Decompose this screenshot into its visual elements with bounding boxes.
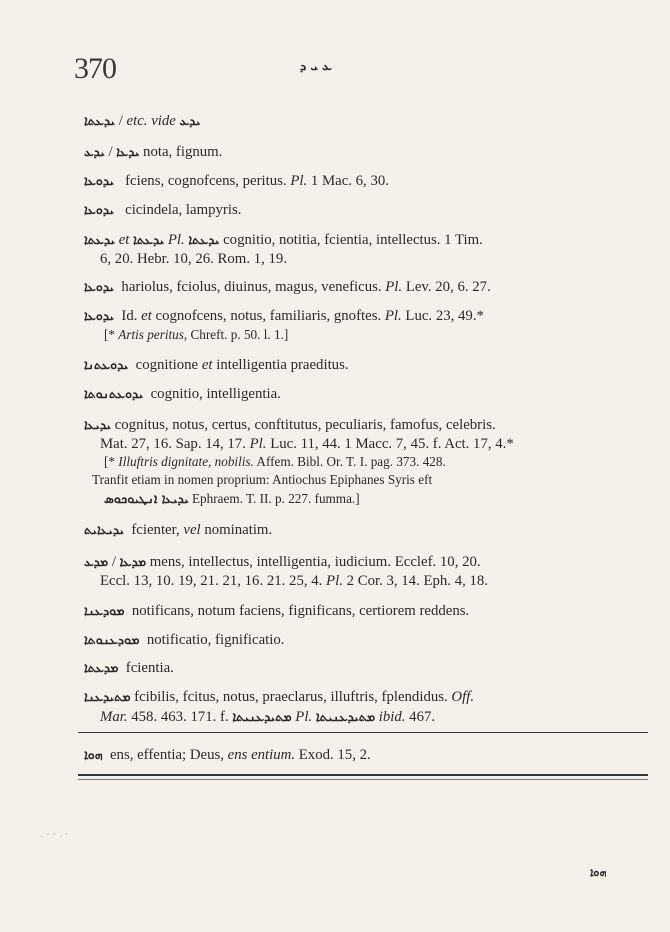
section-rule-bottom-thin [78,779,648,780]
entry-ref: Luc. 23, 49.* [405,308,484,324]
section-rule-bottom [78,774,648,776]
entry-14 [84,659,644,677]
entry-0: ܝܕܥܬܐ / etc. vide ܝܕܥ [84,113,201,129]
entry-italic: Pl. [385,279,403,295]
entry-text: cognitus, notus, certus, conftitutus, peculiaris, famofus, celebris. [114,417,496,433]
syriac-headword: ܡܕܥܐ [119,554,147,569]
entry-3 [84,201,644,219]
entry-italic: Pl. [326,573,343,589]
note-italic: Artis peritus, [118,327,188,342]
entry-text: nota, fignum. [143,144,223,160]
entry-text: Id. [121,308,138,324]
entry-15-continuation [100,708,645,726]
syriac-headword: ܝܕܘܥܐ [84,279,115,294]
page-number: 370 [74,52,116,85]
entry-5 [84,278,644,296]
entry-ref: Exod. 15, 2. [298,747,371,763]
entry-11-cont-text: Eccl. 13, 10. 19, 21. 21, 16. 21. 25, 4. [100,573,323,589]
syriac-variant: ܡܕܥ [84,554,109,569]
entry-italic-2: Pl. [167,232,185,248]
entry-italic: vide [151,113,176,129]
entry-italic-2: Pl. [384,308,402,324]
entry-9-note-2: Tranfit etiam in nomen proprium: Antiochus Epiphanes Syris eft [92,472,433,487]
entry-6-note: [* Artis peritus, Chreft. p. 50. l. 1.] [104,327,289,342]
section-rule-top [78,732,648,733]
stray-marks: · ’ ’ · ′ [40,832,68,843]
entry-9-note-3 [104,490,644,508]
entry-text: fcibilis, fcitus, notus, praeclarus, illuftris, fplendidus. [134,689,448,705]
entry-text-2: cognofcens, notus, familiaris, gnoftes. [155,308,382,324]
entry-text: hariolus, fciolus, diuinus, magus, veneficus. [121,279,382,295]
cont-text-2: 467. [409,709,436,725]
entry-9 [84,416,644,434]
entry-italic: et [201,357,213,373]
syriac-headword: ܝܕܥܐ [116,144,140,159]
entry-ref: Luc. 11, 44. 1 Macc. 7, 45. f. Act. 17, 4.* [270,436,514,452]
entry-8 [84,385,644,403]
entry-italic: Off. [451,689,475,705]
syriac-headword: ܝܕܝܥܐ [84,417,112,432]
entry-13 [84,631,644,649]
entry-text: cognitione [135,357,199,373]
entry-italic: et [141,308,152,324]
syriac-headword: ܝܕܥܬܐ [84,232,116,247]
entry-6 [84,307,644,325]
syriac-name: ܝܕܝܥܐ ܐܢܛܝܘܟܘܣ [104,491,189,506]
running-head: ܥ ܝ ܕ [300,58,332,73]
entry-text: notificans, notum faciens, fignificans, certiorem reddens. [131,603,470,619]
cont-italic-2: Pl. [295,709,313,725]
syriac-variant: ܝܕܥܬܐ [133,232,165,247]
syriac-headword: ܝܕܘܥܐ [84,173,115,188]
entry-4-continuation: 6, 20. Hebr. 10, 26. Rom. 1, 19. [100,251,288,267]
entry-7 [84,356,644,374]
entry-text: fcientia. [125,660,174,676]
syriac-headword: ܝܕܘܥܐ [84,202,115,217]
entry-text: notificatio, fignificatio. [146,632,285,648]
cont-italic-3: ibid. [378,709,406,725]
syriac-headword: ܡܕܥܬܐ [84,660,119,675]
note-text: Affem. Bibl. Or. T. I. pag. 373. 428. [256,454,446,469]
entry-text: cicindela, lampyris. [125,202,242,218]
entry-ref: Lev. 20, 6. 27. [405,279,491,295]
entry-italic: Pl. [249,436,267,452]
entry-italic: Pl. [290,173,308,189]
syriac-plural: ܡܬܝܕܥܢܝܬܐ [315,709,376,724]
syriac-feminine: ܡܬܝܕܥܢܝܬܐ [232,709,292,724]
entry-15 [84,688,644,706]
entry-text: mens, intellectus, intelligentia, iudicium. Ecclef. 10, 20. [149,554,481,570]
entry-text: cognitio, notitia, fcientia, intellectus. 1 Tim. [223,232,483,248]
syriac-variant: ܝܕܥ [84,144,105,159]
entry-9-continuation [100,435,645,453]
entry-9-note: [* Illuftris dignitate, nobilis. Affem. Bibl. Or. T. I. pag. 373. 428. [104,454,446,469]
entry-italic: vel [183,522,201,538]
entry-4 [84,231,644,249]
entry-text: ens, effentia; Deus, [109,747,224,763]
entry-text: fciens, cognofcens, peritus. [125,173,287,189]
syriac-headword: ܡܘܕܥܢܐ [84,603,125,618]
entry-text: fcienter, [131,522,180,538]
entry-italic: et [118,232,130,248]
entry-10 [84,521,644,539]
syriac-headword: ܝܕܝܥܐܝܬ [84,522,124,537]
note-italic: Illuftris dignitate, nobilis. [118,454,254,469]
syriac-headword: ܡܘܕܥܢܘܬܐ [84,632,140,647]
syriac-headword: ܝܕܥܬܐ [84,113,116,128]
entry-16 [84,746,644,764]
entry-text: cognitio, intelligentia. [150,386,281,402]
entry-9-cont-text: Mat. 27, 16. Sap. 14, 17. [100,436,246,452]
entry-11: ܡܕܥܐ / ܡܕܥ mens, intellectus, intelligentia, iudicium. Ecclef. 10, 20. [84,554,481,570]
entry-text: etc. [126,113,148,129]
entry-ref: 1 Mac. 6, 30. [310,173,389,189]
catchword: ܗܘܐ [590,866,607,879]
note-text: Chreft. p. 50. l. 1.] [190,327,289,342]
entry-1: ܝܕܥܐ / ܝܕܥ nota, fignum. [84,144,223,160]
note-text-3: Ephraem. T. II. p. 227. fumma.] [192,491,360,506]
entry-2 [84,172,644,190]
entry-11-continuation [100,572,645,590]
syriac-headword: ܝܕܘܥܬܢܘܬܐ [84,386,144,401]
entry-12 [84,602,644,620]
cont-italic: Mar. [100,709,128,725]
entry-italic: ens entium. [227,747,296,763]
syriac-headword: ܝܕܘܥܐ [84,308,115,323]
syriac-plural: ܝܕܥܬܐ [188,232,220,247]
cont-text: 458. 463. 171. f. [131,709,229,725]
entry-ref: 2 Cor. 3, 14. Eph. 4, 18. [346,573,489,589]
syriac-headword: ܗܘܐ [84,747,103,762]
syriac-headword: ܝܕܘܥܬܢܐ [84,357,129,372]
entry-text-2: intelligentia praeditus. [216,357,349,373]
syriac-reference: ܝܕܥ [179,113,201,128]
syriac-headword: ܡܬܝܕܥܢܐ [84,689,131,704]
entry-text-2: nominatim. [204,522,273,538]
